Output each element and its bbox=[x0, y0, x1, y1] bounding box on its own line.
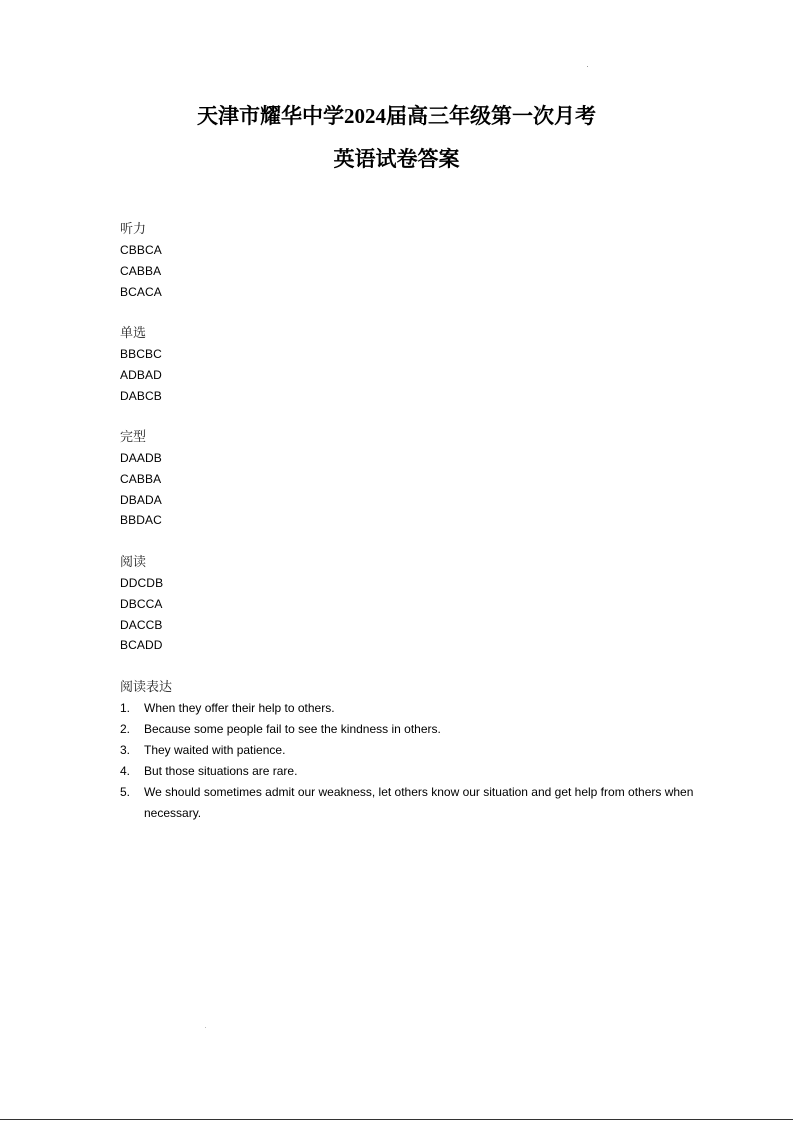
list-item-text: When they offer their help to others. bbox=[144, 701, 335, 715]
answer-line: DABCB bbox=[120, 388, 162, 403]
list-item bbox=[120, 782, 704, 824]
answer-line: ADBAD bbox=[120, 367, 162, 382]
answer-line: DBCCA bbox=[120, 596, 163, 611]
list-item-number: 2. bbox=[120, 722, 131, 736]
answer-line: DBADA bbox=[120, 492, 162, 507]
document-subtitle: 英语试卷答案 bbox=[333, 147, 460, 171]
answer-line: DAADB bbox=[120, 451, 162, 465]
section-heading: 听力 bbox=[120, 222, 147, 237]
section-cloze bbox=[120, 428, 162, 531]
reading-expression-list bbox=[120, 698, 704, 824]
list-item bbox=[120, 698, 704, 719]
section-single-choice bbox=[120, 324, 162, 406]
section-heading: 阅读 bbox=[120, 555, 147, 570]
answer-line: DDCDB bbox=[120, 576, 164, 590]
section-listening bbox=[120, 220, 162, 302]
list-item-text: Because some people fail to see the kindness in others. bbox=[144, 722, 441, 736]
section-heading: 完型 bbox=[120, 430, 147, 445]
section-heading: 阅读表达 bbox=[120, 680, 173, 695]
answer-line: CBBCA bbox=[120, 243, 162, 257]
list-item-number: 3. bbox=[120, 743, 131, 757]
list-item-number: 4. bbox=[120, 764, 131, 778]
page-bottom-rule bbox=[0, 1119, 793, 1120]
section-reading-expression bbox=[120, 678, 704, 824]
list-item-number: 5. bbox=[120, 785, 131, 799]
list-item-text: But those situations are rare. bbox=[144, 764, 298, 778]
answer-line: CABBA bbox=[120, 471, 162, 486]
answer-line: DACCB bbox=[120, 617, 163, 632]
answer-line: BCADD bbox=[120, 638, 163, 653]
scan-mark bbox=[205, 1027, 206, 1028]
answer-line: CABBA bbox=[120, 263, 162, 278]
answer-line: BCACA bbox=[120, 284, 162, 299]
section-reading bbox=[120, 553, 163, 656]
list-item bbox=[120, 719, 704, 740]
list-item bbox=[120, 740, 704, 761]
corner-mark bbox=[587, 66, 588, 67]
section-heading: 单选 bbox=[120, 326, 147, 341]
list-item bbox=[120, 761, 704, 782]
answer-line: BBCBC bbox=[120, 347, 162, 361]
document-title: 天津市耀华中学2024届高三年级第一次月考 bbox=[197, 104, 596, 128]
list-item-number: 1. bbox=[120, 701, 131, 715]
list-item-text: We should sometimes admit our weakness, let others know our situation and get help from others when necessary. bbox=[144, 785, 694, 820]
answer-line: BBDAC bbox=[120, 513, 162, 528]
list-item-text: They waited with patience. bbox=[144, 743, 286, 757]
